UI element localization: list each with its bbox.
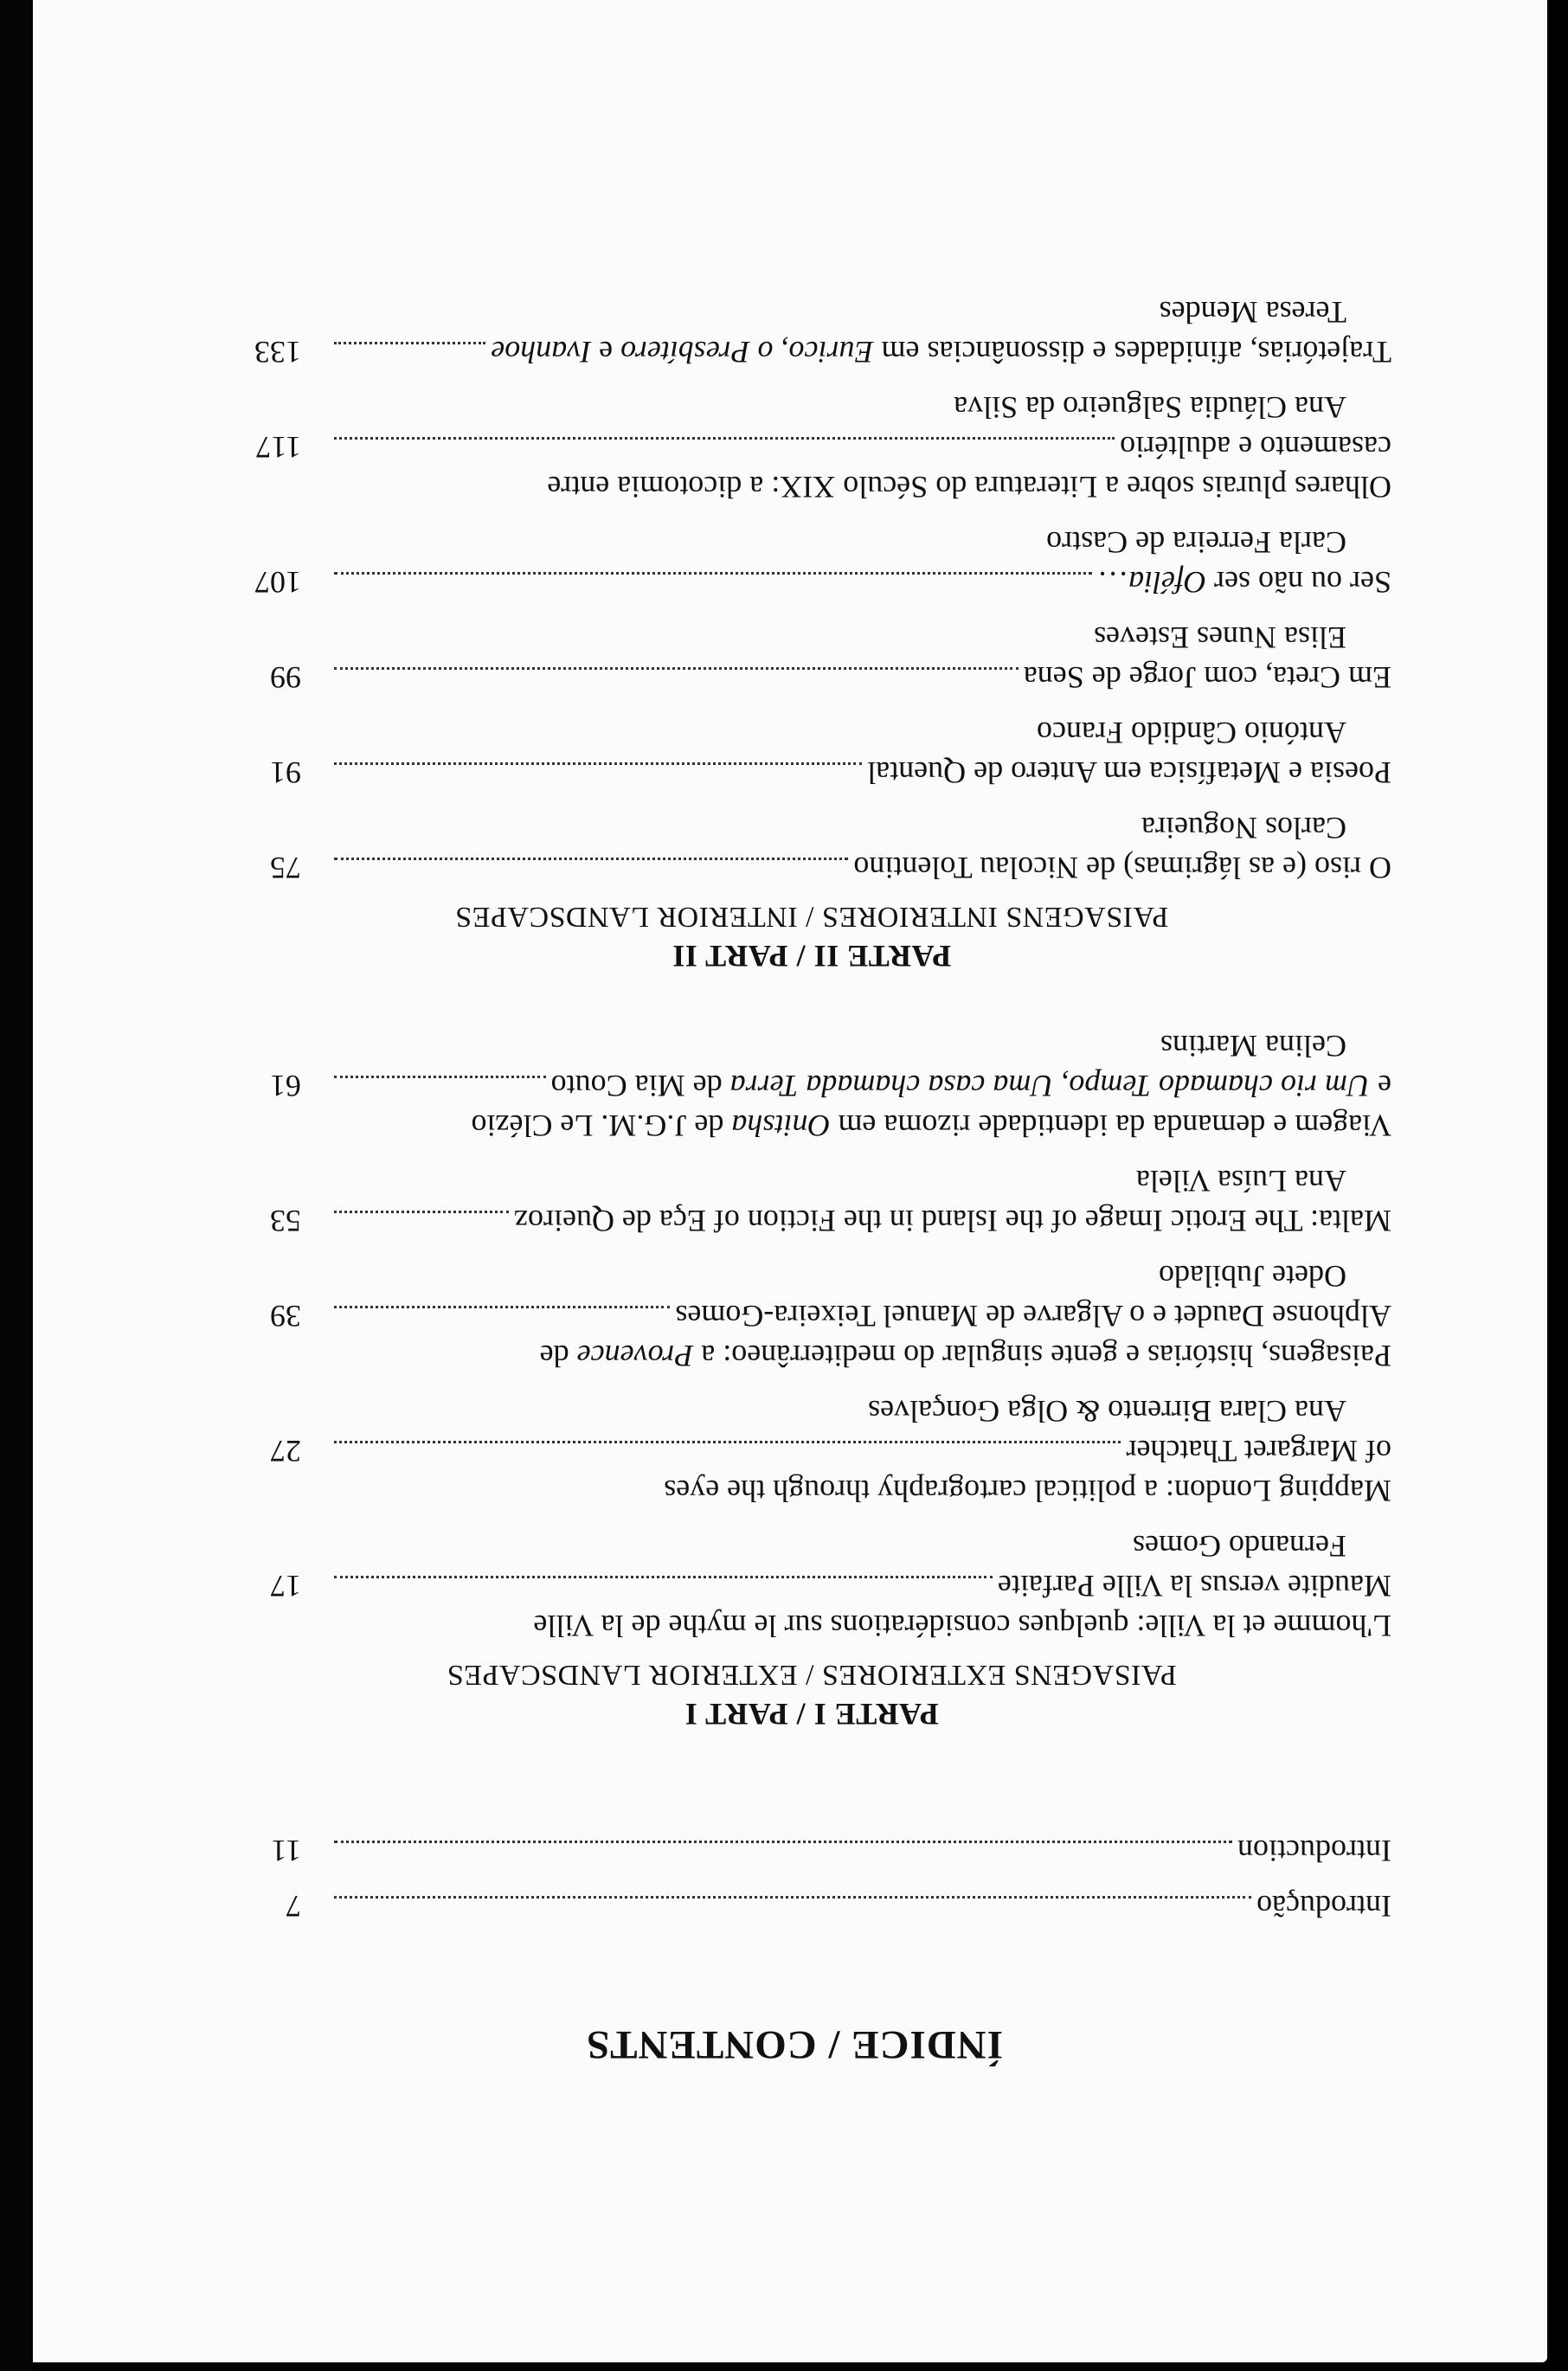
leader-dots bbox=[334, 762, 862, 766]
entry-title: de J.G.M. Le Clézio bbox=[471, 1108, 732, 1143]
page-title: ÍNDICE / CONTENTS bbox=[586, 2022, 1003, 2067]
toc-entry bbox=[232, 1391, 1391, 1511]
leader-dots bbox=[334, 342, 485, 345]
entry-title-italic: Ivanhoe bbox=[491, 335, 592, 369]
page-number: 11 bbox=[271, 1834, 301, 1868]
entry-title: Em Creta, com Jorge de Sena bbox=[1023, 660, 1391, 695]
toc-entry bbox=[232, 1831, 1391, 1871]
entry-author: Teresa Mendes bbox=[1159, 295, 1346, 330]
entry-title-cont: of Margaret Thatcher bbox=[1126, 1434, 1391, 1468]
entry-title: Olhares plurais sobre a Literatura do Século XIX: a dicotomia entre bbox=[547, 470, 1391, 504]
entry-author: Odete Jubilado bbox=[1159, 1259, 1346, 1294]
entry-title-italic: Provence bbox=[576, 1339, 694, 1373]
entry-title-italic: Eurico, o Presbítero bbox=[620, 335, 874, 369]
table-of-contents bbox=[232, 277, 1391, 2068]
book-page bbox=[33, 0, 1547, 2362]
entry-author: Carlos Nogueira bbox=[1141, 811, 1346, 845]
leader-dots bbox=[334, 1211, 509, 1214]
part-heading: PARTE I / PART I bbox=[684, 1697, 939, 1732]
entry-title: Viagem e demanda da identidade rizoma em bbox=[830, 1108, 1391, 1143]
toc-entry bbox=[232, 618, 1391, 697]
page-number: 91 bbox=[270, 755, 301, 790]
page-number: 107 bbox=[254, 565, 301, 600]
page-number: 53 bbox=[270, 1204, 301, 1238]
entry-title-cont: Maudite versus la Ville Parfaite bbox=[997, 1569, 1391, 1603]
page-number: 7 bbox=[286, 1889, 301, 1924]
toc-entry bbox=[232, 1256, 1391, 1376]
entry-title: e bbox=[591, 335, 621, 369]
page-number: 133 bbox=[254, 335, 301, 369]
toc-entry bbox=[232, 523, 1391, 602]
entry-title: Trajetórias, afinidades e dissonâncias em bbox=[873, 335, 1391, 369]
entry-title: Paisagens, histórias e gente singular do mediterrâneo: a bbox=[693, 1339, 1391, 1373]
part-heading: PARTE II / PART II bbox=[672, 939, 952, 973]
page-number: 27 bbox=[270, 1434, 301, 1468]
toc-entry bbox=[232, 1886, 1391, 1926]
toc-entry bbox=[232, 1161, 1391, 1241]
page-number: 39 bbox=[270, 1299, 301, 1333]
toc-entry bbox=[232, 808, 1391, 888]
leader-dots bbox=[334, 437, 1115, 440]
page-number: 99 bbox=[270, 660, 301, 695]
entry-title: Introdução bbox=[1256, 1889, 1391, 1924]
leader-dots bbox=[334, 858, 848, 861]
entry-title-italic: Ofélia bbox=[1128, 565, 1207, 600]
toc-entry bbox=[232, 713, 1391, 793]
entry-author: António Cândido Franco bbox=[1037, 716, 1346, 750]
entry-author: Celina Martins bbox=[1160, 1029, 1346, 1063]
entry-title-cont: Alphonse Daudet e o Algarve de Manuel Teixeira-Gomes bbox=[675, 1299, 1391, 1333]
leader-dots bbox=[334, 1441, 1121, 1444]
page-number: 117 bbox=[255, 430, 301, 465]
entry-title-italic: Onitsha bbox=[731, 1108, 831, 1143]
page-number: 17 bbox=[270, 1569, 301, 1603]
entry-author: Ana Clara Birrento & Olga Gonçalves bbox=[868, 1394, 1346, 1429]
toc-entry bbox=[232, 292, 1391, 372]
toc-entry bbox=[232, 388, 1391, 507]
entry-author: Carla Ferreira de Castro bbox=[1046, 525, 1346, 560]
leader-dots bbox=[334, 1306, 670, 1309]
leader-dots bbox=[334, 1841, 1232, 1844]
entry-title: Malta: The Erotic Image of the Island in the Fiction of Eça de Queiroz bbox=[514, 1204, 1391, 1238]
entry-title-cont: e bbox=[1370, 1069, 1391, 1103]
page-number: 61 bbox=[270, 1069, 301, 1103]
toc-entry bbox=[232, 1026, 1391, 1146]
entry-author: Elisa Nunes Esteves bbox=[1094, 620, 1346, 655]
entry-title: L'homme et la Ville: quelques considérations sur le mythe de la Ville bbox=[533, 1609, 1391, 1643]
leader-dots bbox=[334, 1076, 546, 1079]
entry-author: Ana Cláudia Salgueiro da Silva bbox=[954, 390, 1346, 425]
leader-dots bbox=[334, 1576, 993, 1579]
scan-border bbox=[0, 0, 33, 2371]
entry-author: Fernando Gomes bbox=[1133, 1529, 1346, 1564]
entry-title-cont: casamento e adultério bbox=[1120, 430, 1391, 465]
entry-title: … bbox=[1097, 565, 1129, 600]
entry-title: O riso (e as lágrimas) de Nicolau Tolentino bbox=[853, 851, 1391, 885]
leader-dots bbox=[334, 572, 1092, 575]
entry-title: Introduction bbox=[1237, 1834, 1391, 1868]
page-content-rotated bbox=[33, 0, 1547, 2362]
entry-author: Ana Luísa Vilela bbox=[1135, 1164, 1346, 1198]
entry-title: Mapping London: a political cartography through the eyes bbox=[664, 1474, 1391, 1508]
page-number: 75 bbox=[270, 851, 301, 885]
part-subheading: PAISAGENS INTERIORES / INTERIOR LANDSCAPES bbox=[454, 901, 1169, 933]
entry-title-cont: de Mia Couto bbox=[550, 1069, 730, 1103]
leader-dots bbox=[334, 1896, 1251, 1899]
entry-title-italic: Um rio chamado Tempo, Uma casa chamada Terra bbox=[729, 1069, 1371, 1103]
part-subheading: PAISAGENS EXTERIORES / EXTERIOR LANDSCAPES bbox=[447, 1659, 1177, 1691]
entry-title: de bbox=[539, 1339, 577, 1373]
toc-entry bbox=[232, 1526, 1391, 1646]
leader-dots bbox=[334, 667, 1019, 671]
entry-title: Ser ou não ser bbox=[1206, 565, 1391, 600]
entry-title: Poesia e Metafísica em Antero de Quental bbox=[867, 755, 1391, 790]
